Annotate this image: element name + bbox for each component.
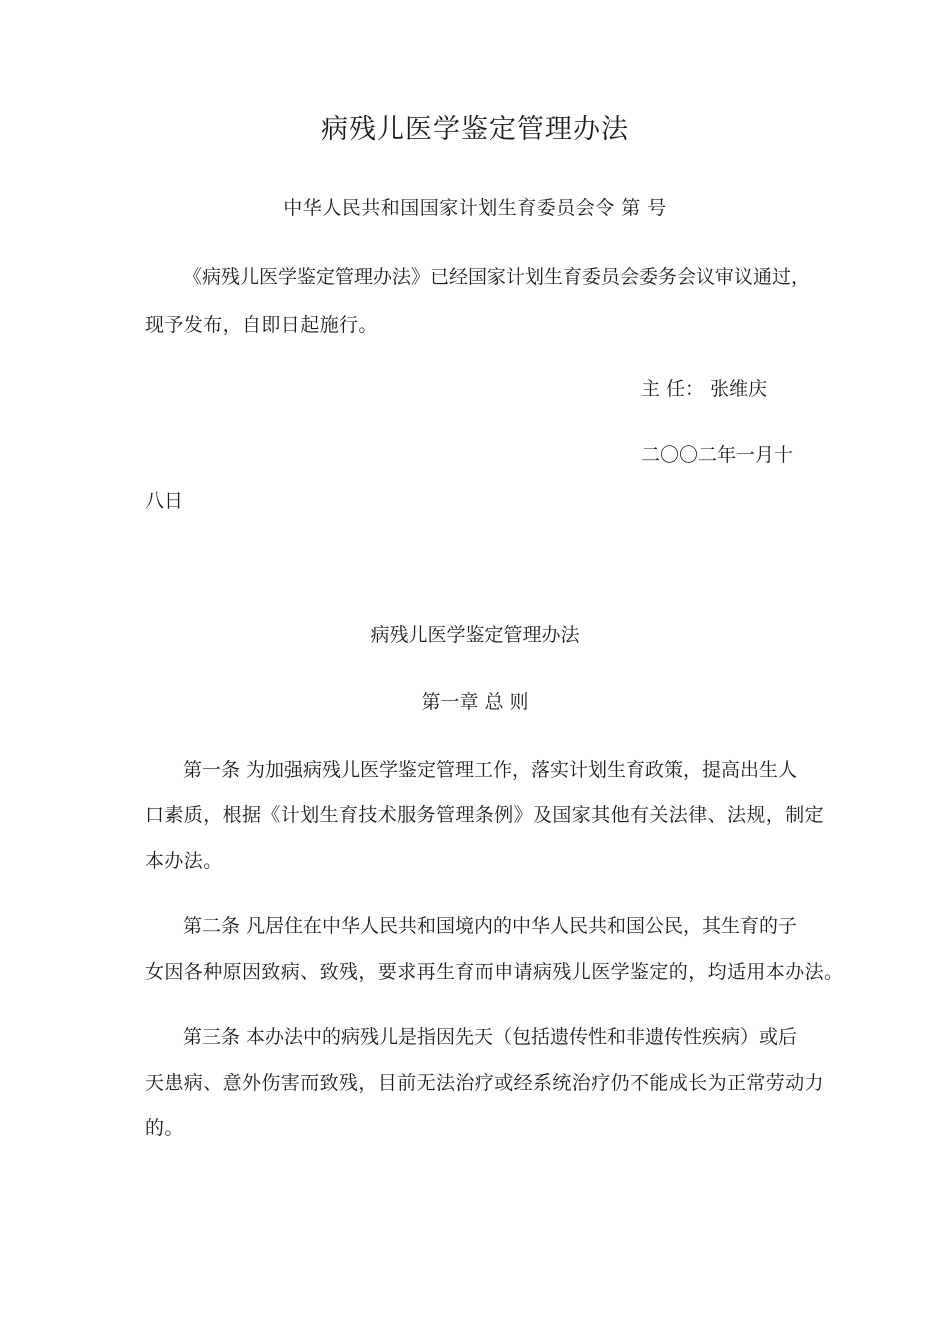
article-1-line-2: 口素质，根据《计划生育技术服务管理条例》及国家其他有关法律、法规，制定: [145, 804, 825, 826]
announcement-line-1: 《病残儿医学鉴定管理办法》已经国家计划生育委员会委务会议审议通过，: [183, 266, 811, 288]
article-1-line-1: 第一条 为加强病残儿医学鉴定管理工作，落实计划生育政策，提高出生人: [183, 759, 798, 781]
date-line-1: 二〇〇二年一月十: [641, 444, 794, 466]
signature: 主 任： 张维庆: [641, 378, 768, 400]
sub-title: 病残儿医学鉴定管理办法: [370, 624, 580, 646]
article-2-line-1: 第二条 凡居住在中华人民共和国境内的中华人民共和国公民，其生育的子: [183, 915, 798, 937]
chapter-heading: 第一章 总 则: [421, 691, 529, 713]
article-3-line-1: 第三条 本办法中的病残儿是指因先天（包括遗传性和非遗传性疾病）或后: [183, 1026, 798, 1048]
main-title: 病残儿医学鉴定管理办法: [321, 114, 629, 145]
article-3-line-3: 的。: [145, 1117, 184, 1139]
article-2-line-2: 女因各种原因致病、致残，要求再生育而申请病残儿医学鉴定的，均适用本办法。: [145, 961, 844, 983]
article-3-line-2: 天患病、意外伤害而致残，目前无法治疗或经系统治疗仍不能成长为正常劳动力: [145, 1072, 825, 1094]
decree-number: 中华人民共和国国家计划生育委员会令 第 号: [283, 197, 667, 219]
article-1-line-3: 本办法。: [145, 850, 223, 872]
date-line-2: 八日: [145, 490, 184, 512]
announcement-line-2: 现予发布，自即日起施行。: [145, 314, 378, 336]
